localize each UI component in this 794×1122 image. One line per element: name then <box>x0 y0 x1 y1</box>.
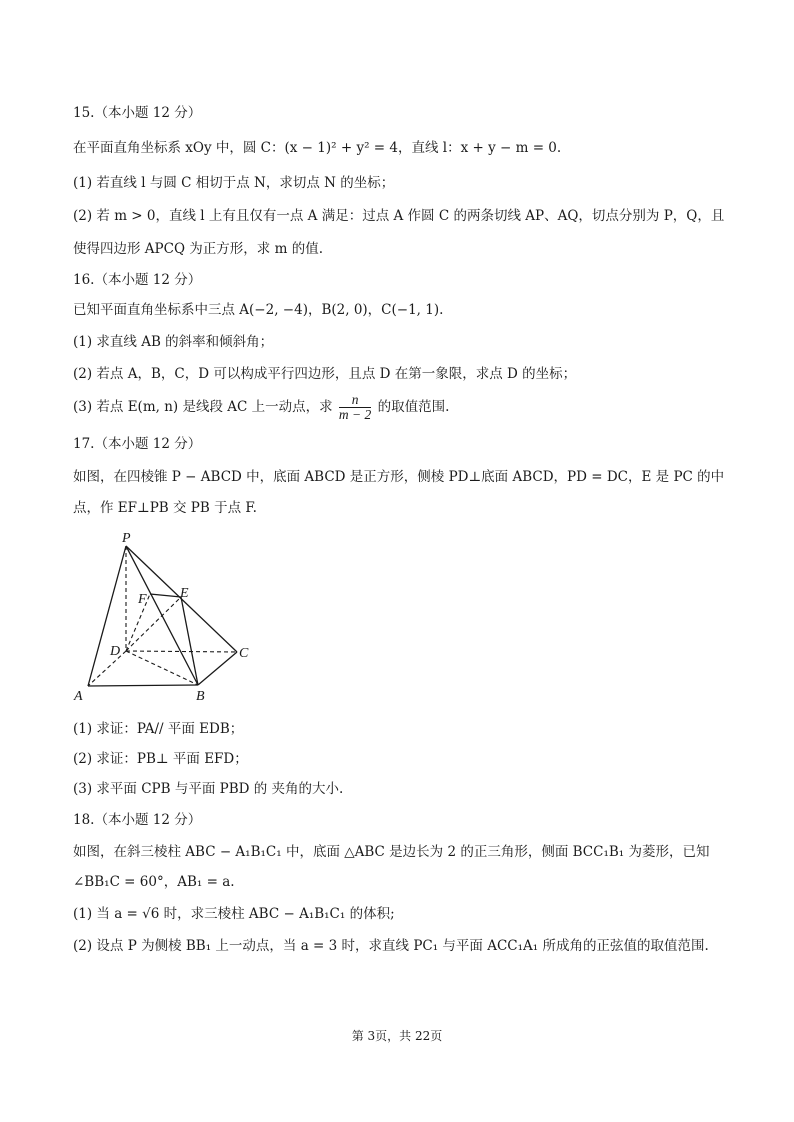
p18-q1: (1) 当 a = √6 时，求三棱柱 ABC − A₁B₁C₁ 的体积; <box>73 906 395 922</box>
p16-q3-fraction <box>339 393 371 422</box>
label-C: C <box>239 646 249 661</box>
label-F: F <box>138 592 147 607</box>
pyramid-figure <box>70 530 260 710</box>
p18-stem-line2: ∠BB₁C = 60°，AB₁ = a. <box>73 874 235 890</box>
p15-stem: 在平面直角坐标系 xOy 中，圆 C：(x − 1)² + y² = 4，直线 l：x + y − m = 0. <box>73 140 562 156</box>
label-D: D <box>110 644 121 659</box>
p16-stem: 已知平面直角坐标系中三点 A(−2, −4)，B(2, 0)，C(−1, 1). <box>73 302 444 318</box>
p17-heading: 17.（本小题 12 分） <box>73 436 202 452</box>
label-B: B <box>196 689 205 704</box>
edge-DB-hidden <box>126 651 198 685</box>
page-footer: 第 3页，共 22页 <box>351 1029 443 1043</box>
label-A: A <box>74 689 83 704</box>
p16-q3-suffix: 的取值范围. <box>377 399 450 415</box>
p15-q2-line1: (2) 若 m > 0，直线 l 上有且仅有一点 A 满足：过点 A 作圆 C 的两条切线 AP、AQ，切点分别为 P，Q，且 <box>73 208 725 224</box>
label-P: P <box>122 531 131 546</box>
p18-heading: 18.（本小题 12 分） <box>73 812 202 828</box>
p16-q3 <box>73 392 449 422</box>
p17-q3: (3) 求平面 CPB 与平面 PBD 的 夹角的大小. <box>73 781 344 797</box>
p17-stem-line2: 点，作 EF⊥PB 交 PB 于点 F. <box>73 500 257 516</box>
p16-heading: 16.（本小题 12 分） <box>73 272 202 288</box>
edge-BC <box>198 652 237 685</box>
p15-q1: (1) 若直线 l 与圆 C 相切于点 N，求切点 N 的坐标； <box>73 175 395 191</box>
p17-q2: (2) 求证：PB⊥ 平面 EFD； <box>73 751 248 767</box>
edge-AB <box>88 685 198 686</box>
p16-q3-prefix: (3) 若点 E(m, n) 是线段 AC 上一动点，求 <box>73 399 333 415</box>
p16-q2: (2) 若点 A，B，C，D 可以构成平行四边形，且点 D 在第一象限，求点 D 的坐标； <box>73 366 577 382</box>
edge-EB <box>181 597 198 685</box>
p17-stem-line1: 如图，在四棱锥 P − ABCD 中，底面 ABCD 是正方形，侧棱 PD⊥底面 ABCD，PD = DC，E 是 PC 的中 <box>73 469 725 485</box>
p16-q3-denominator: m − 2 <box>338 407 372 422</box>
edge-DE-hidden <box>126 597 181 651</box>
p18-q2: (2) 设点 P 为侧棱 BB₁ 上一动点，当 a = 3 时，求直线 PC₁ 与平面 ACC₁A₁ 所成角的正弦值的取值范围. <box>73 938 709 954</box>
edge-DA-hidden <box>88 651 126 686</box>
p16-q3-numerator: n <box>339 393 371 408</box>
p15-heading: 15.（本小题 12 分） <box>73 105 202 121</box>
p18-stem-line1: 如图，在斜三棱柱 ABC − A₁B₁C₁ 中，底面 △ABC 是边长为 2 的正三角形，侧面 BCC₁B₁ 为菱形，已知 <box>73 844 710 860</box>
p15-q2-line2: 使得四边形 APCQ 为正方形，求 m 的值. <box>73 241 323 257</box>
p16-q1: (1) 求直线 AB 的斜率和倾斜角； <box>73 334 274 350</box>
label-E: E <box>180 586 189 601</box>
edge-PA <box>88 546 126 686</box>
p17-q1: (1) 求证：PA// 平面 EDB； <box>73 721 244 737</box>
